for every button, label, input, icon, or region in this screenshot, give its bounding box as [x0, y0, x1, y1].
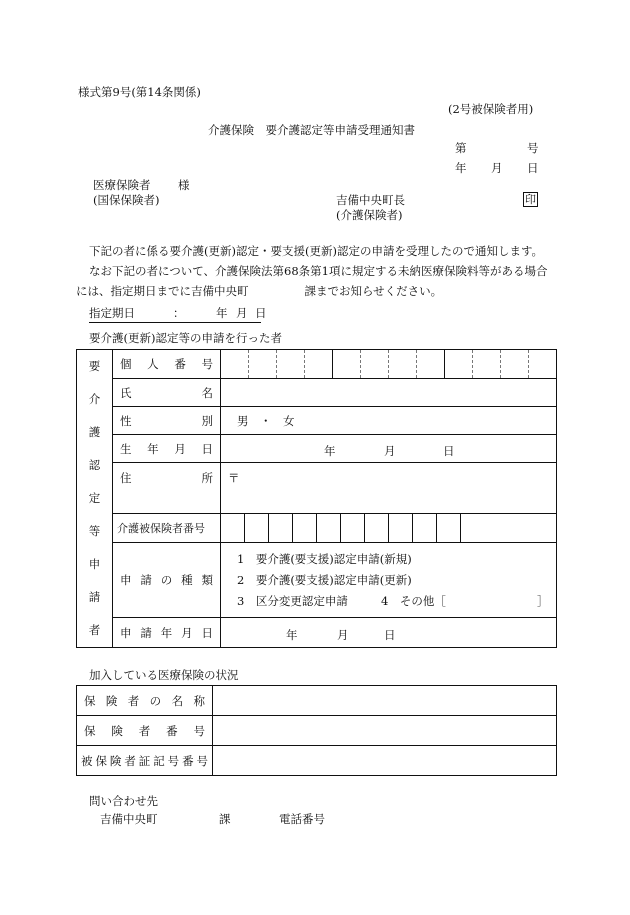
card-number-field[interactable] — [213, 746, 557, 776]
issuer-name: 吉備中央町長 — [336, 193, 405, 207]
app-month: 月 — [337, 628, 349, 642]
body-para-2: なお下記の者について、介護保険法第68条第1項に規定する未納医療保険料等がある場合 — [89, 264, 548, 278]
applicant-section-title: 要介護(更新)認定等の申請を行った者 — [89, 331, 282, 345]
application-date-label: 申 請 年 月 日 — [113, 618, 221, 648]
sex-field[interactable] — [221, 407, 557, 435]
insurer-name-field[interactable] — [213, 686, 557, 716]
kind-new[interactable]: 1 要介護(要支援)認定申請(新規) — [237, 551, 412, 566]
page-title: 介護保険 要介護認定等申請受理通知書 — [208, 123, 415, 137]
date-day: 日 — [527, 161, 539, 175]
kind-other-row — [221, 591, 556, 612]
body-para-2-cont: には、指定期日までに吉備中央町 課までお知らせください。 — [76, 284, 443, 298]
birthdate-field[interactable] — [221, 435, 557, 463]
insurer-number-label: 保 険 者 番 号 — [77, 716, 213, 746]
birth-day: 日 — [443, 444, 455, 458]
contact-title: 問い合わせ先 — [89, 794, 158, 808]
application-type-field[interactable] — [221, 543, 557, 618]
sex-options: 男 ・ 女 — [237, 413, 295, 428]
deadline-label: 指定期日 — [89, 306, 135, 320]
insurer-number-field[interactable] — [213, 716, 557, 746]
insurer-name-label: 保 険 者 の 名 称 — [77, 686, 213, 716]
address-field[interactable] — [221, 463, 557, 514]
sex-label: 性 別 — [113, 407, 221, 435]
address-label: 住 所 — [113, 463, 221, 514]
postal-mark: 〒 — [228, 471, 240, 485]
addressee-line2: (国保保険者) — [93, 193, 160, 207]
seal-stamp: 印 — [525, 193, 536, 206]
insurance-table — [76, 685, 557, 776]
insurance-section-title: 加入している医療保険の状況 — [89, 668, 239, 682]
issuer-role: (介護保険者) — [336, 208, 403, 222]
kind-change[interactable]: 3 区分変更認定申請 — [237, 593, 348, 608]
insured-number-label: 介護被保険者番号 — [113, 514, 221, 543]
addressee-line1: 医療保険者 — [93, 178, 151, 192]
app-year: 年 — [286, 628, 298, 642]
insured-number-field[interactable] — [221, 514, 557, 543]
card-number-label: 被 保 険 者 証 記 号 番 号 — [77, 746, 213, 776]
contact-phone: 電話番号 — [279, 812, 325, 826]
deadline-colon: ： — [173, 306, 185, 320]
doc-number-suffix: 号 — [527, 141, 539, 155]
addressee-honorific: 様 — [178, 178, 190, 192]
body-para-1: 下記の者に係る要介護(更新)認定・要支援(更新)認定の申請を受理したので通知します。 — [89, 244, 544, 258]
applicant-table — [76, 349, 557, 648]
birth-month: 月 — [384, 444, 396, 458]
application-type-label: 申 請 の 種 類 — [113, 543, 221, 618]
form-number: 様式第9号(第14条関係) — [78, 85, 201, 99]
kind-other[interactable]: 4 その他［ — [381, 593, 446, 608]
name-label: 氏 名 — [113, 379, 221, 407]
doc-number-prefix: 第 — [455, 141, 467, 155]
name-field[interactable] — [221, 379, 557, 407]
kind-renewal[interactable]: 2 要介護(要支援)認定申請(更新) — [237, 572, 412, 587]
date-year: 年 — [455, 161, 467, 175]
kind-other-close: ］ — [537, 593, 549, 608]
side-label: 要 介 護 認 定 等 申 請 者 — [77, 350, 113, 648]
deadline-year: 年 — [216, 306, 228, 320]
personal-number-label: 個 人 番 号 — [113, 350, 221, 379]
birthdate-label: 生 年 月 日 — [113, 435, 221, 463]
insured-type: (2号被保険者用) — [448, 102, 534, 116]
app-day: 日 — [384, 628, 396, 642]
deadline-month: 月 — [236, 306, 248, 320]
date-month: 月 — [491, 161, 503, 175]
application-date-field[interactable] — [221, 618, 557, 648]
deadline-line — [89, 306, 267, 323]
contact-section: 課 — [219, 812, 231, 826]
birth-year: 年 — [324, 444, 336, 458]
deadline-day: 日 — [255, 306, 267, 320]
personal-number-field[interactable] — [221, 350, 557, 379]
contact-town: 吉備中央町 — [100, 812, 158, 826]
